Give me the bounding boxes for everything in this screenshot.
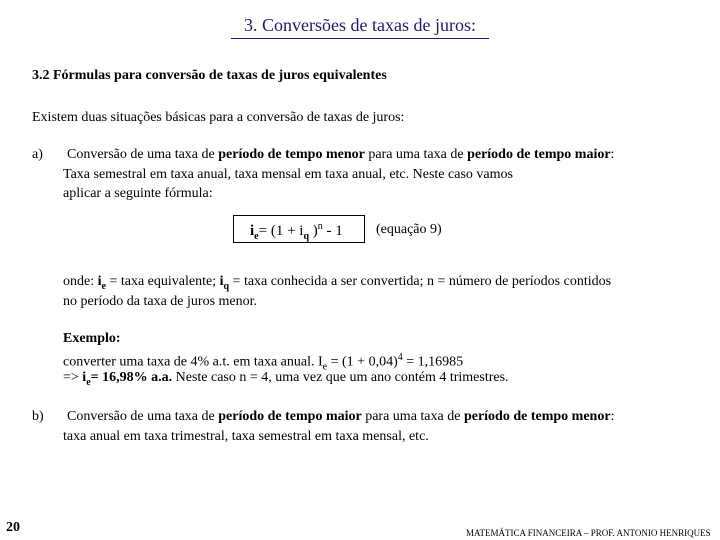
item-b-line-2: taxa anual em taxa trimestral, taxa semestral em taxa mensal, etc. — [63, 429, 429, 444]
definitions-line-2: no período da taxa de juros menor. — [63, 294, 258, 309]
page-footer: MATEMÁTICA FINANCEIRA – PROF. ANTONIO HENRIQUES — [466, 528, 711, 538]
page-number: 20 — [6, 520, 20, 535]
example-heading: Exemplo: — [63, 331, 121, 346]
equation-reference: (equação 9) — [376, 222, 442, 237]
section-heading: 3.2 Fórmulas para conversão de taxas de juros equivalentes — [32, 68, 387, 83]
item-a-line-2: Taxa semestral em taxa anual, taxa mensal em taxa anual, etc. Neste caso vamos — [63, 167, 513, 182]
example-line-1: converter uma taxa de 4% a.t. em taxa anual. $I_e = (1 + 0,04)^4 = 1,16985$ — [63, 352, 464, 373]
page-title: 3. Conversões de taxas de juros: — [244, 15, 476, 35]
item-b-line-1: Conversão de uma taxa de período de tempo maior para uma taxa de período de tempo menor: — [67, 409, 615, 424]
title-underline — [231, 38, 489, 39]
intro-paragraph: Existem duas situações básicas para a conversão de taxas de juros: — [32, 110, 405, 125]
item-b-marker: b) — [32, 409, 44, 424]
item-a-line-1: Conversão de uma taxa de período de tempo menor para uma taxa de período de tempo maior: — [67, 147, 615, 162]
formula-equation-9: $i_e= (1 + i_q$ )$^n$ - 1 — [250, 221, 343, 242]
definitions-line-1: onde: $i_e$ = taxa equivalente; $i_q$ = taxa conhecida a ser convertida; n = número de períodos contidos — [63, 274, 612, 292]
example-line-2: => $i_e= 16,98\%$ a.a. Neste caso n = 4, uma vez que um ano contém 4 trimestres. — [63, 370, 509, 388]
item-a-marker: a) — [32, 147, 43, 162]
item-a-line-3: aplicar a seguinte fórmula: — [63, 186, 213, 201]
